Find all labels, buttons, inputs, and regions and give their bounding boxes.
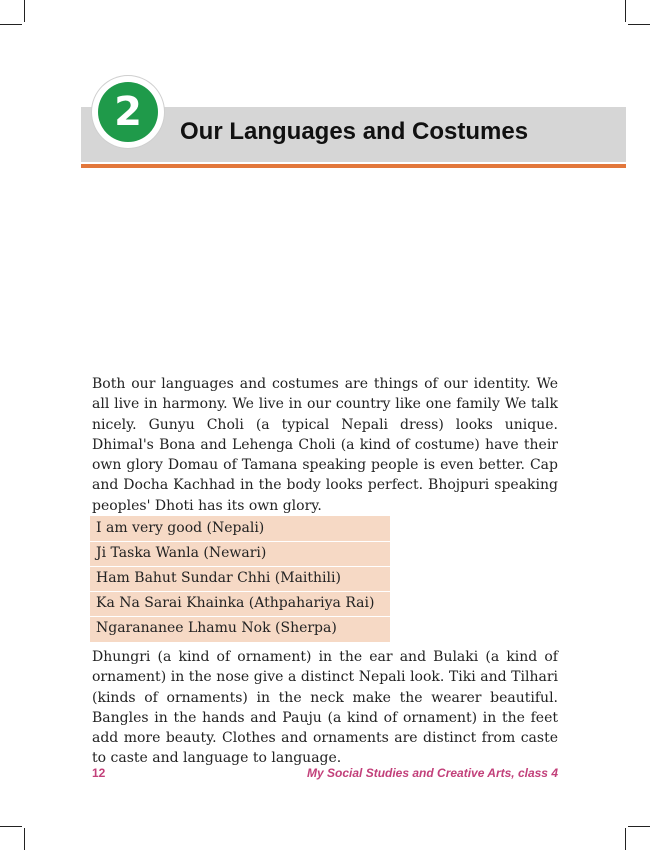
crop-mark-top-left [24,0,25,22]
phrase-item: Ham Bahut Sundar Chhi (Maithili) [96,570,341,586]
crop-mark-left-bottom [0,826,22,827]
phrase-box [90,516,390,642]
phrase-divider [90,541,390,542]
crop-mark-top-right [625,0,626,22]
body-paragraph-1: Both our languages and costumes are things of our identity. We all live in harmony. We live in our country like one family We talk nicely. Gunyu Choli (a typical Nepali dress) looks unique. Dhimal's Bona and Lehenga Choli (a kind of costume) have their own glory Domau of Tamana speaking people is even better. Cap and Docha Kachhad in the body looks perfect. Bhojpuri speaking peoples' Dhoti has its own glory. [92,376,558,514]
chapter-title: Our Languages and Costumes [180,118,529,145]
body-paragraph-2: Dhungri (a kind of ornament) in the ear and Bulaki (a kind of ornament) in the nose give a distinct Nepali look. Tiki and Tilhari (kinds of ornaments) in the neck make the wearer beautiful. Bangles in the hands and Pauju (a kind of ornament) in the feet add more beauty. Clothes and ornaments are distinct from caste to caste and language to language. [92,649,558,767]
crop-mark-bottom-left [24,828,25,850]
phrase-divider [90,591,390,592]
crop-mark-left-top [0,24,22,25]
chapter-number-badge [92,76,164,148]
phrase-item: Ji Taska Wanla (Newari) [96,545,267,561]
phrase-divider [90,566,390,567]
chapter-number: 2 [98,82,158,142]
crop-mark-right-top [628,24,650,25]
phrase-item: Ka Na Sarai Khainka (Athpahariya Rai) [96,595,375,611]
crop-mark-bottom-right [625,828,626,850]
phrase-item: I am very good (Nepali) [96,520,265,536]
phrase-divider [90,616,390,617]
chapter-header-rule [81,164,626,168]
phrase-item: Ngarananee Lhamu Nok (Sherpa) [96,620,337,636]
page-number: 12 [92,766,106,780]
book-title: My Social Studies and Creative Arts, class 4 [307,766,558,780]
crop-mark-right-bottom [628,826,650,827]
